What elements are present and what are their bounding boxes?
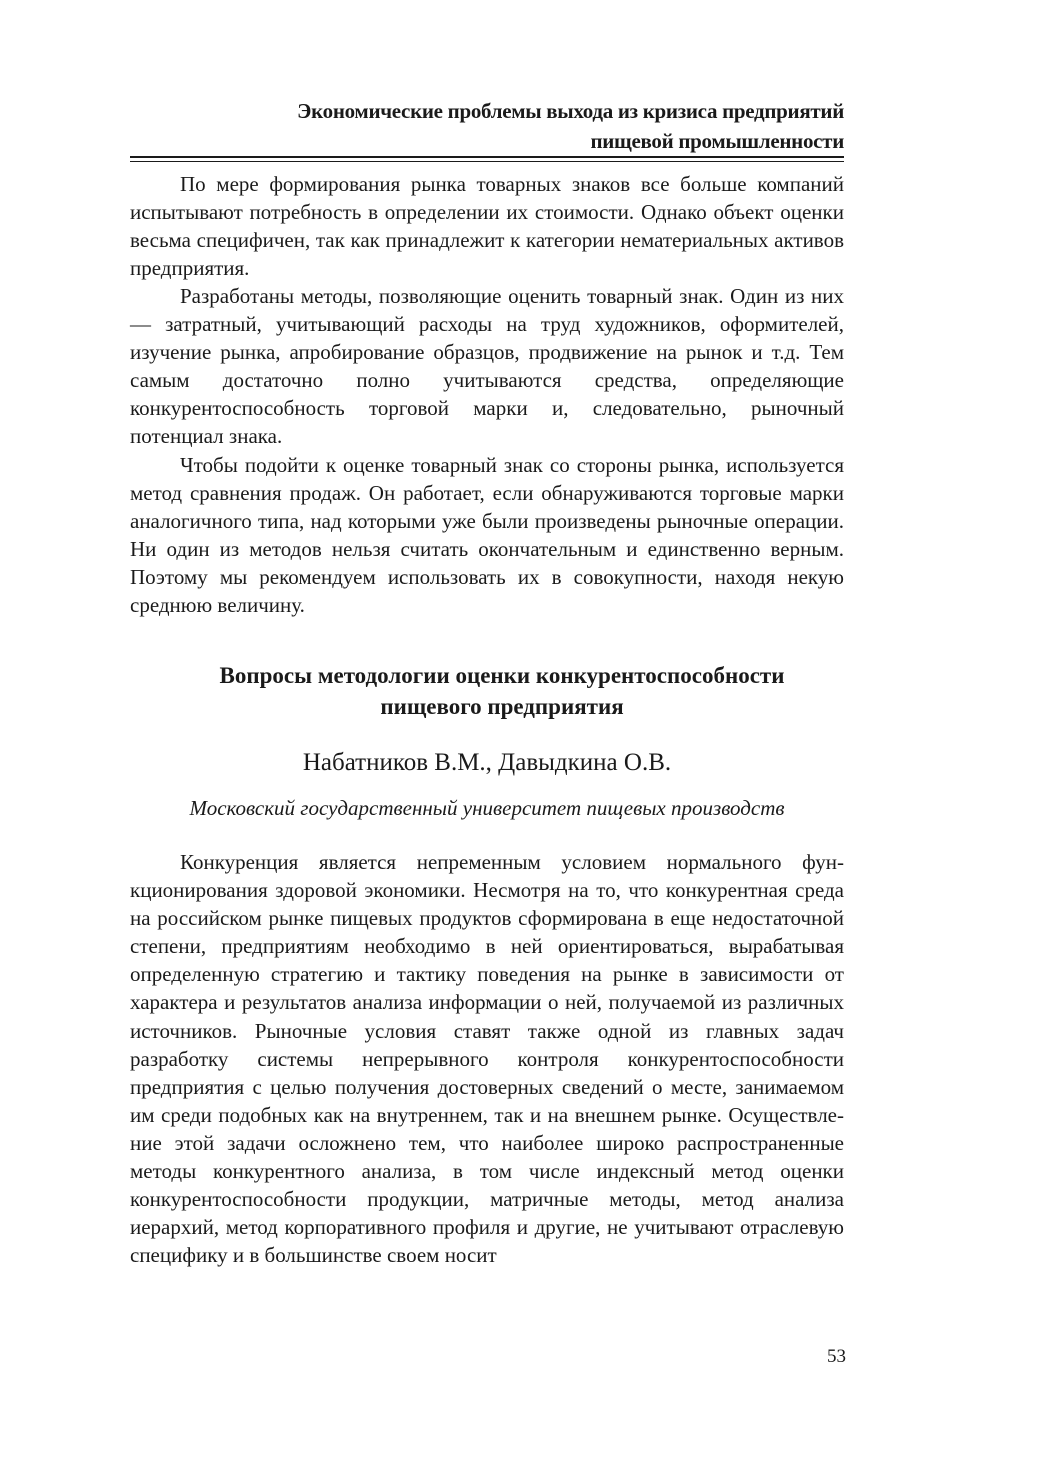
header-rule-thin <box>130 161 844 162</box>
section-title-line-2: пищевого предприятия <box>380 694 624 719</box>
paragraph-competition: Конкуренция является непременным условием нормального функционирования здоровой экономики. Несмотря на то, что конкурентная среда на российском рынке пищевых продуктов сформирована в еще недостаточной степени, предприятиям необходимо в ней ориентироваться, вырабатывая определенную стратегию и тактику поведения на рынке в зависимости от характера и результатов анализа информации о ней, получаемой из различных источников. Рыночные условия ставят также одной из главных задач разработку системы непрерывного контроля конкурентоспособности предприятия с целью получения достоверных сведений о месте, занимаемом им среди подобных как на внутреннем, так и на внешнем рынке. Осуществление этой задачи осложнено тем, что наиболее широко распространенные методы конкурентного анализа, в том числе индексный метод оценки конкурентоспособности продукции, матричные методы, метод анализа иерархий, метод корпоративного профиля и другие, не учитывают отраслевую специфику и в большинстве своем носит <box>130 850 844 1268</box>
section-title-line-1: Вопросы методологии оценки конкурентоспособности <box>219 663 785 688</box>
section-affiliation: Московский государственный университет пищевых производств <box>189 796 785 820</box>
header-rule-thick <box>130 156 844 158</box>
running-head-line-2: пищевой промышленности <box>590 129 844 153</box>
page-number: 53 <box>827 1346 846 1367</box>
section-authors: Набатников В.М., Давыдкина О.В. <box>302 749 672 776</box>
running-head-line-1: Экономические проблемы выхода из кризиса предприятий <box>297 99 844 123</box>
paragraph-cost-method: Разработаны методы, позволяющие оценить товарный знак. Один из них — затратный, учитывающий расходы на труд художников, оформителей, изучение рынка, апробирование образцов, продвижение на рынок и т.д. Тем самым достаточно полно учитываются средства, определяющие конкурентоспособность торговой марки и, следовательно, рыночный потенциал знака. <box>130 284 844 449</box>
paragraph-sales-comparison: Чтобы подойти к оценке товарный знак со стороны рынка, используется метод сравнения продаж. Он работает, если обнаруживаются торговые марки аналогичного типа, над которыми уже были произведены рыночные операции. Ни один из методов нельзя считать окончательным и единственно верным. Поэтому мы рекомендуем использовать их в совокупности, находя некую среднюю величину. <box>130 453 844 618</box>
paragraph-trademark-valuation: По мере формирования рынка товарных знаков все больше компаний испытывают потребность в определении их стоимости. Однако объект оценки весьма специфичен, так как принадлежит к категории нематериальных активов предприятия. <box>130 172 844 281</box>
